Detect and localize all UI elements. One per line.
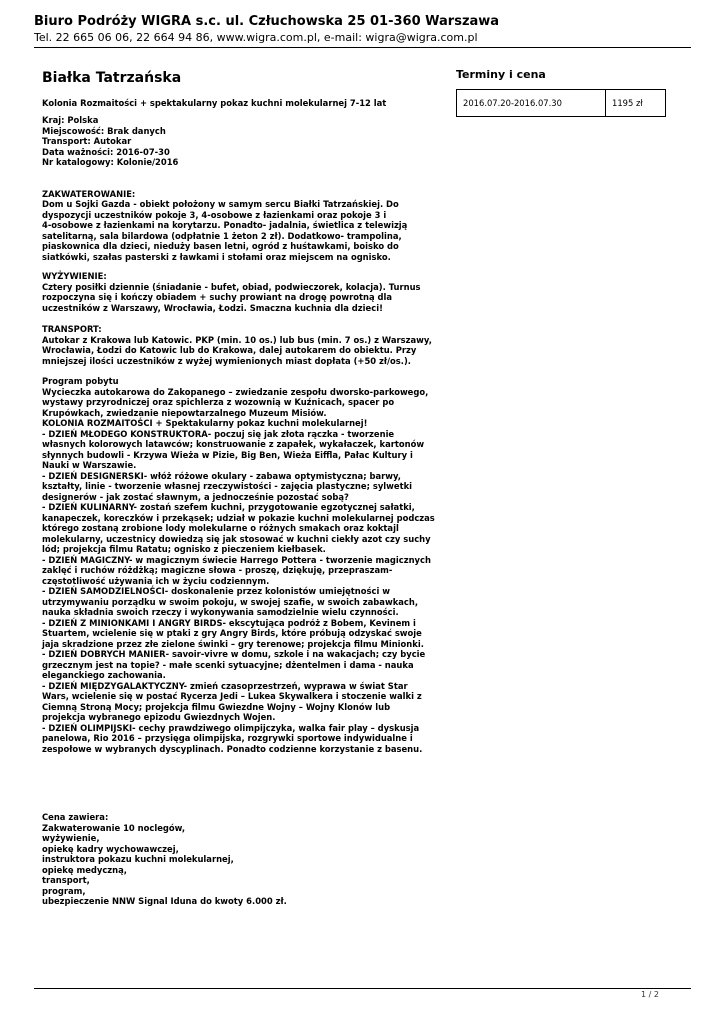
transport-section: TRANSPORT: Autokar z Krakowa lub Katowic. PKP (min. 10 os.) lub bus (min. 7 os.) z Warszawy, Wrocławia, Łodzi do Katowic lub do Krakowa, dalej autokarem do obiektu. Przy mniejszej ilości uczestników z wyżej wymienionych miast dopłata (+50 zł/os.). bbox=[42, 324, 432, 366]
terms-table bbox=[456, 89, 666, 117]
footer-divider bbox=[34, 988, 691, 989]
offer-subtitle: Kolonia Rozmaitości + spektakularny pokaz kuchni molekularnej 7-12 lat bbox=[42, 98, 387, 108]
offer-title: Białka Tatrzańska bbox=[42, 70, 182, 86]
offer-content bbox=[42, 70, 442, 907]
info-catalog-number: Nr katalogowy: Kolonie/2016 bbox=[42, 157, 179, 167]
info-valid-date: Data ważności: 2016-07-30 bbox=[42, 146, 170, 157]
info-transport: Transport: Autokar bbox=[42, 136, 132, 146]
term-dates: 2016.07.20-2016.07.30 bbox=[457, 90, 606, 117]
company-contact: Tel. 22 665 06 06, 22 664 94 86, www.wigra.com.pl, e-mail: wigra@wigra.com.pl bbox=[34, 31, 478, 44]
terms-panel bbox=[456, 68, 666, 117]
info-location: Miejscowość: Brak danych bbox=[42, 125, 166, 136]
page-number: 1 / 2 bbox=[641, 990, 659, 999]
offer-info bbox=[42, 115, 442, 168]
price-includes-section: Cena zawiera: Zakwaterowanie 10 noclegów, wyżywienie, opiekę kadry wychowawczej, instruktora pokazu kuchni molekularnej, opiekę medyczną, transport, program, ubezpieczenie NNW Signal Iduna do kwoty 6.000 zł. bbox=[42, 812, 287, 906]
company-name: Biuro Podróży WIGRA s.c. ul. Człuchowska 25 01-360 Warszawa bbox=[34, 14, 500, 29]
header-divider bbox=[34, 47, 691, 48]
program-section: Program pobytu Wycieczka autokarowa do Zakopanego – zwiedzanie zespołu dworsko-parkowego, wystawy przyrodniczej oraz spichlerza z wozownią w Kuźnicach, spacer po Krupówkach, zwiedzanie niepowtarzalnego Muzeum Misiów. KOLONIA ROZMAITOŚCI + Spektakularny pokaz kuchni molekularnej! - DZIEŃ MŁODEGO KONSTRUKTORA- poczuj się jak złota rączka - tworzenie własnych kolorowych latawców; konstruowanie z zapałek, wykałaczek, kartonów słynnych budowli - Krzywa Wieża w Pizie, Big Ben, Wieża Eiffla, Pałac Kultury i Nauki w Warszawie. - DZIEŃ DESIGNERSKI- włóż różowe okulary - zabawa optymistyczna; barwy, kształty, linie - tworzenie własnej rzeczywistości - zajęcia plastyczne; sylwetki designerów - jak zostać sławnym, a jednocześnie pozostać sobą? - DZIEŃ KULINARNY- zostań szefem kuchni, przygotowanie egzotycznej sałatki, kanapeczek, koreczków i przekąsek; udział w pokazie kuchni molekularnej podczas którego zostaną zrobione lody molekularne o różnych smakach oraz koktajl molekularny, uczestnicy dowiedzą się jak stosować w kuchni ciekły azot czy suchy lód; projekcja filmu Ratatu; ognisko z pieczeniem kiełbasek. - DZIEŃ MAGICZNY- w magicznym świecie Harrego Pottera - tworzenie magicznych zaklęć i ruchów różdżką; magiczne słowa - proszę, dziękuję, przepraszam- częstotliwość używania ich w życiu codziennym. - DZIEŃ SAMODZIELNOŚCI- doskonalenie przez kolonistów umiejętności w utrzymywaniu porządku w swoim pokoju, w swojej szafie, w swoich zabawkach, nauka składnia swoich rzeczy i wykonywania samodzielnie wielu czynności. - DZIEŃ Z MINIONKAMI I ANGRY BIRDS- ekscytująca podróż z Bobem, Kevinem i Stuartem, wcielenie się w ptaki z gry Angry Birds, które próbują odzyskać swoje jaja skradzione przez złe zielone świnki – gry terenowe; projekcja filmu Minionki. - DZIEŃ DOBRYCH MANIER- savoir-vivre w domu, szkole i na wakacjach; czy bycie grzecznym jest na topie? - małe scenki sytuacyjne; dżentelmen i dama - nauka eleganckiego zachowania. - DZIEŃ MIĘDZYGALAKTYCZNY- zmień czasoprzestrzeń, wyprawa w świat Star Wars, wcielenie się w postać Rycerza Jedi – Lukea Skywalkera i stoczenie walki z Ciemną Stroną Mocy; projekcja filmu Gwiezdne Wojny – Wojny Klonów lub projekcja wybranego epizodu Gwiezdnych Wojen. - DZIEŃ OLIMPIJSKI- cechy prawdziwego olimpijczyka, walka fair play – dyskusja panelowa, Rio 2016 – przysięga olimpijska, rozgrywki sportowe indywidualne i zespołowe w wybranych dyscyplinach. Ponadto codzienne korzystanie z basenu. bbox=[42, 376, 435, 754]
info-country: Kraj: Polska bbox=[42, 115, 99, 125]
accommodation-section: ZAKWATEROWANIE: Dom u Sojki Gazda - obiekt położony w samym sercu Białki Tatrzańskiej. Do dyspozycji uczestników pokoje 3, 4-osobowe z łazienkami oraz pokoje 3 i 4-osobowe z łazienkami na korytarzu. Ponadto- jadalnia, świetlica z telewizją satelitarną, sala bilardowa (odpłatnie 1 żeton 2 zł). Dodatkowo- trampolina, piaskownica dla dzieci, nieduży basen letni, ogród z huśtawkami, boisko do siatkówki, szałas pasterski z ławkami i stołami oraz miejscem na ognisko. bbox=[42, 188, 408, 262]
document-header bbox=[34, 14, 694, 45]
terms-title: Terminy i cena bbox=[456, 68, 546, 81]
meals-section: WYŻYWIENIE: Cztery posiłki dziennie (śniadanie - bufet, obiad, podwieczorek, kolacja). Turnus rozpoczyna się i kończy obiadem + suchy prowiant na drogę powrotną dla uczestników z Warszawy, Wrocławia, Łodzi. Smaczna kuchnia dla dzieci! bbox=[42, 271, 421, 313]
term-price: 1195 zł bbox=[606, 90, 666, 117]
table-row bbox=[457, 90, 666, 117]
